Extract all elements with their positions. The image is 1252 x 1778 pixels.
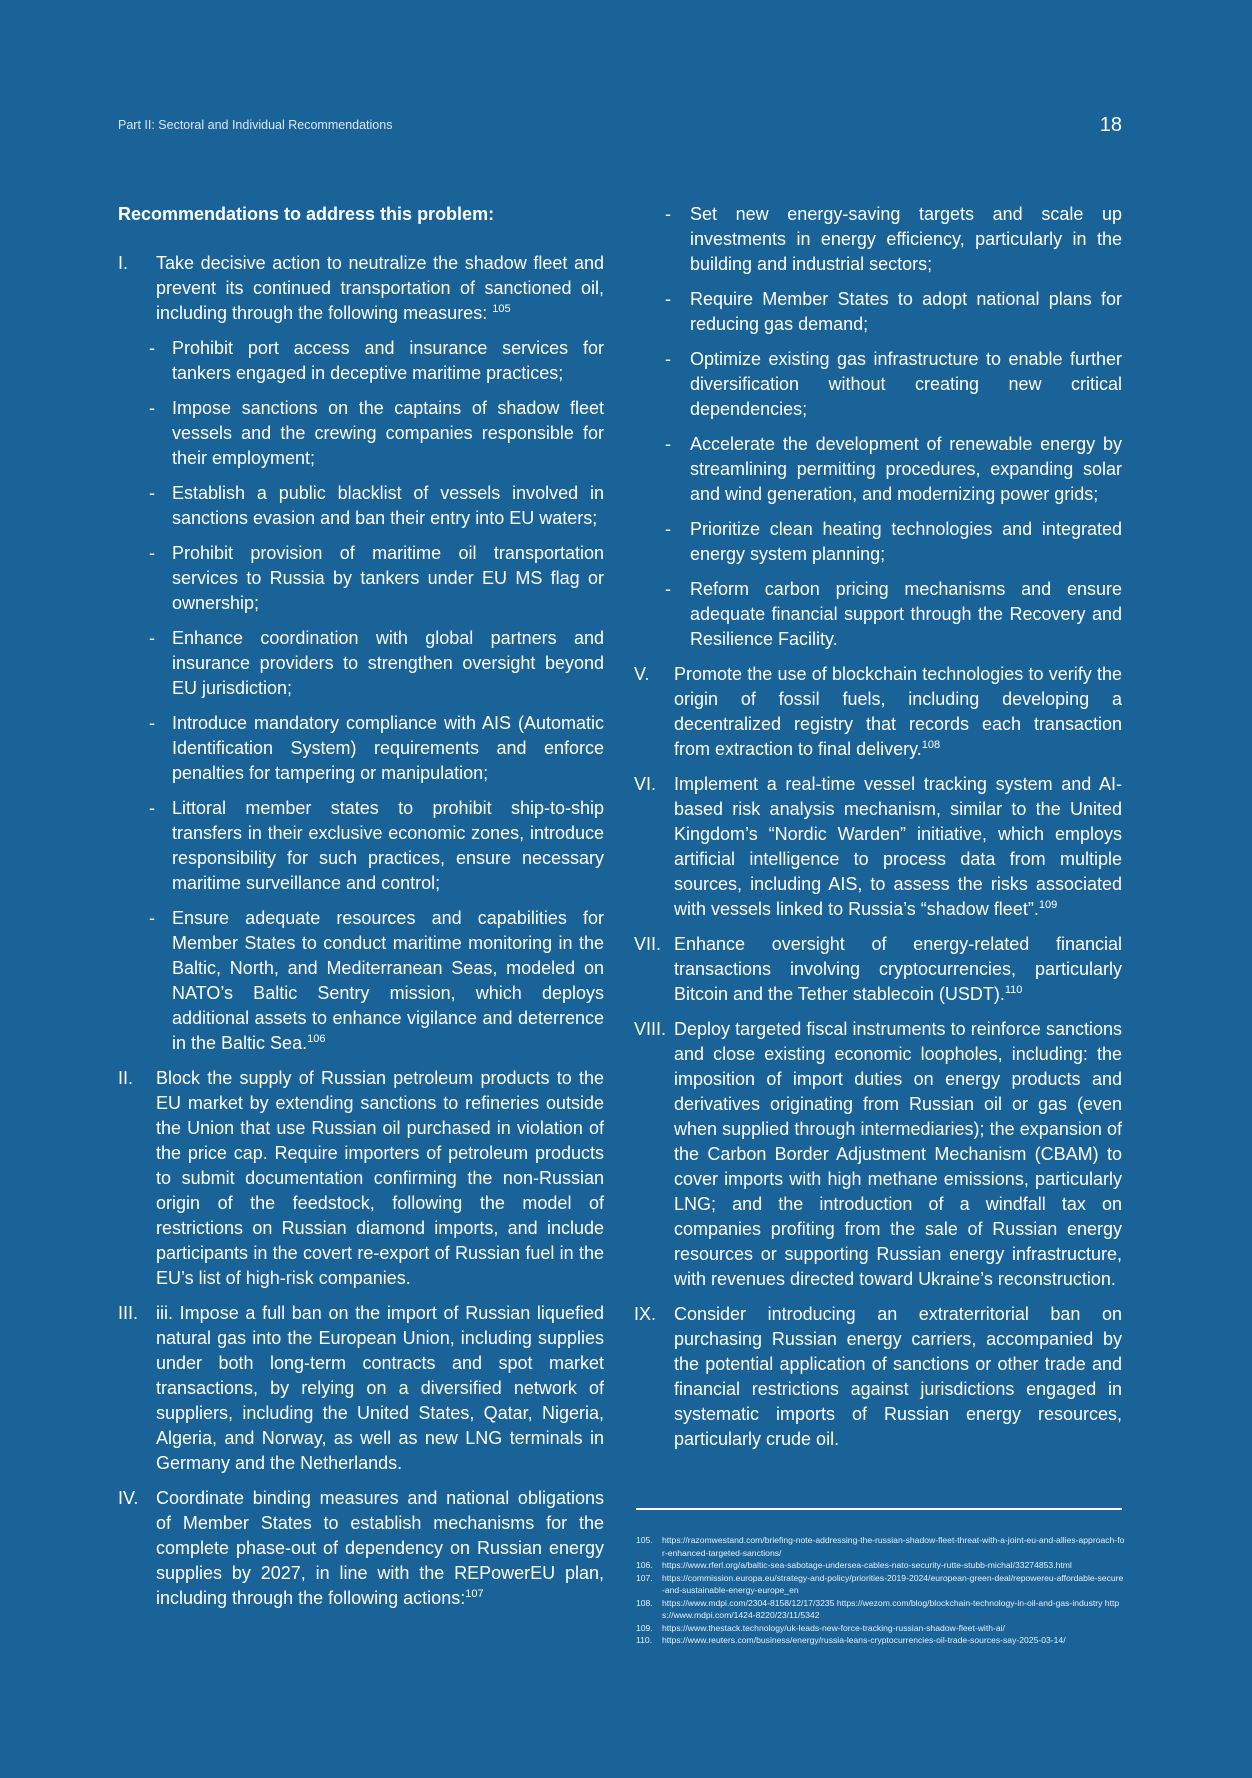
list-item: - Prohibit port access and insurance services for tankers engaged in deceptive maritime practices;: [149, 338, 604, 383]
item-number: VI.: [634, 774, 657, 794]
footnote-ref: 110: [1004, 984, 1023, 996]
list-item: - Enhance coordination with global partners and insurance providers to strengthen oversight beyond EU jurisdiction;: [149, 628, 604, 698]
list-item: - Introduce mandatory compliance with AIS (Automatic Identification System) requirements and enforce penalties for tampering or manipulation;: [149, 713, 604, 783]
footnote: 109. https://www.thestack.technology/uk-leads-new-force-tracking-russian-shadow-fleet-with-ai/: [636, 1622, 1005, 1633]
footnote: 107. https://commission.europa.eu/strategy-and-policy/priorities-2019-2024/european-green-deal/repowereu-affordable-secure-and-sustainable-energy-europe_en: [636, 1572, 1124, 1595]
footnote-link[interactable]: https://www.thestack.technology/uk-leads-new-force-tracking-russian-shadow-fleet-with-ai/: [662, 1622, 1005, 1633]
footnote: 110. https://www.reuters.com/business/energy/russia-leans-cryptocurrencies-oil-trade-sources-say-2025-03-14/: [636, 1635, 1066, 1645]
page-number: 18: [1099, 114, 1122, 136]
footnote-link[interactable]: https://razomwestand.com/briefing-note-addressing-the-russian-shadow-fleet-threat-with-a-joint-eu-and-allies-approach-for-enhanced-targeted-sanctions/: [662, 1535, 1125, 1558]
footnote-ref: 105: [492, 303, 511, 315]
item-text: Take decisive action to neutralize the shadow fleet and prevent its continued transportation of sanctioned oil, including through the following measures:: [156, 253, 604, 323]
footnote-link[interactable]: https://commission.europa.eu/strategy-and-policy/priorities-2019-2024/european-green-deal/repowereu-affordable-secure-and-sustainable-energy-europe_en: [662, 1572, 1124, 1595]
recommendation-ix: [636, 1302, 1122, 1452]
recommendation-vi: [636, 772, 1122, 922]
footnote-ref: 108: [921, 739, 941, 751]
list-item: - Require Member States to adopt national plans for reducing gas demand;: [665, 289, 1122, 334]
footnote-divider: [636, 1508, 1122, 1510]
item-number: I.: [118, 253, 129, 273]
running-head: Part II: Sectoral and Individual Recommendations: [118, 118, 393, 132]
list-item: - Littoral member states to prohibit ship-to-ship transfers in their exclusive economic zones, introduce responsibility for such practices, ensure necessary maritime surveillance and control;: [149, 798, 604, 893]
page-header: [118, 114, 1122, 144]
list-item: - Impose sanctions on the captains of shadow fleet vessels and the crewing companies responsible for their employment;: [149, 398, 604, 468]
footnotes: [636, 1534, 1126, 1647]
measures-list: [118, 336, 604, 1056]
footnote-link[interactable]: https://www.rferl.org/a/baltic-sea-sabotage-undersea-cables-nato-security-rutte-stubb-michal/33274853.html: [662, 1560, 1072, 1570]
item-text: Promote the use of blockchain technologies to verify the origin of fossil fuels, including developing a decentralized registry that records each transaction from extraction to final delivery.: [674, 664, 1122, 759]
footnote: 105. https://razomwestand.com/briefing-note-addressing-the-russian-shadow-fleet-threat-with-a-joint-eu-and-allies-approach-for-enhanced-targeted-sanctions/: [636, 1535, 1125, 1558]
footnote-ref: 107: [465, 1588, 484, 1600]
recommendation-vii: [636, 932, 1122, 1007]
footnote: 108. https://www.mdpi.com/2304-8158/12/17/3235 https://wezom.com/blog/blockchain-technology-in-oil-and-gas-industry https://www.mdpi.com/1424-8220/23/11/5342: [636, 1597, 1120, 1620]
item-number: IV.: [118, 1488, 139, 1508]
item-text: Enhance oversight of energy-related financial transactions involving cryptocurrencies, particularly Bitcoin and the Tether stablecoin (USDT).: [674, 934, 1122, 1004]
list-item: - Accelerate the development of renewable energy by streamlining permitting procedures, expanding solar and wind generation, and modernizing power grids;: [665, 434, 1122, 504]
item-text: Block the supply of Russian petroleum products to the EU market by extending sanctions to refineries outside the Union that use Russian oil purchased in violation of the price cap. Require importers of petroleum products to submit documentation confirming the non-Russian origin of the feedstock, following the model of restrictions on Russian diamond imports, and include participants in the covert re-export of Russian fuel in the EU’s list of high-risk companies.: [156, 1068, 604, 1288]
list-item: - Optimize existing gas infrastructure to enable further diversification without creating new critical dependencies;: [665, 349, 1122, 419]
footnote-link[interactable]: https://www.reuters.com/business/energy/russia-leans-cryptocurrencies-oil-trade-sources-say-2025-03-14/: [662, 1635, 1066, 1645]
item-number: III.: [118, 1303, 139, 1323]
recommendation-v: [636, 662, 1122, 762]
recommendation-iii: [118, 1301, 604, 1476]
section-heading: Recommendations to address this problem:: [118, 204, 495, 224]
item-text: Consider introducing an extraterritorial ban on purchasing Russian energy carriers, accompanied by the potential application of sanctions or other trade and financial restrictions against jurisdictions engaged in systematic imports of Russian energy resources, particularly crude oil.: [674, 1304, 1122, 1449]
left-column: [118, 202, 604, 1621]
item-number: IX.: [634, 1304, 657, 1324]
list-item: - Establish a public blacklist of vessels involved in sanctions evasion and ban their entry into EU waters;: [149, 483, 604, 528]
list-item: - Set new energy-saving targets and scale up investments in energy efficiency, particularly in the building and industrial sectors;: [665, 204, 1122, 274]
item-text: iii. Impose a full ban on the import of Russian liquefied natural gas into the European Union, including supplies under both long-term contracts and spot market transactions, by relying on a diversified network of suppliers, including the United States, Qatar, Nigeria, Algeria, and Norway, as well as new LNG terminals in Germany and the Netherlands.: [156, 1303, 604, 1473]
footnote-link[interactable]: https://www.mdpi.com/2304-8158/12/17/3235 https://wezom.com/blog/blockchain-technology-in-oil-and-gas-industry https://www.mdpi.com/1424-8220/23/11/5342: [662, 1597, 1120, 1620]
list-item: - Ensure adequate resources and capabilities for Member States to conduct maritime monitoring in the Baltic, North, and Mediterranean Seas, modeled on NATO’s Baltic Sentry mission, which deploys additional assets to enhance vigilance and deterrence in the Baltic Sea.$^{106}$: [149, 908, 604, 1053]
item-text: Coordinate binding measures and national obligations of Member States to establish mechanisms for the complete phase-out of dependency on Russian energy supplies by 2027, in line with the REPowerEU plan, including through the following actions:: [156, 1488, 604, 1608]
recommendation-iv: [118, 1486, 604, 1611]
list-item: - Prohibit provision of maritime oil transportation services to Russia by tankers under EU MS flag or ownership;: [149, 543, 604, 613]
item-text: Implement a real-time vessel tracking system and AI-based risk analysis mechanism, similar to the United Kingdom’s “Nordic Warden” initiative, which employs artificial intelligence to process data from multiple sources, including AIS, to assess the risks associated with vessels linked to Russia’s “shadow fleet”.: [674, 774, 1122, 919]
footnote-ref: 109: [1038, 899, 1058, 911]
right-column: [636, 202, 1122, 1462]
item-number: V.: [634, 664, 650, 684]
list-item: - Reform carbon pricing mechanisms and ensure adequate financial support through the Recovery and Resilience Facility.: [665, 579, 1122, 649]
item-text: Deploy targeted fiscal instruments to reinforce sanctions and close existing economic loopholes, including: the imposition of import duties on energy products and derivatives originating from Russian oil or gas (even when supplied through intermediaries); the expansion of the Carbon Border Adjustment Mechanism (CBAM) to cover imports with high methane emissions, particularly LNG; and the introduction of a windfall tax on companies profiting from the sale of Russian energy resources or supporting Russian energy infrastructure, with revenues directed toward Ukraine’s reconstruction.: [674, 1019, 1122, 1289]
recommendation-viii: [636, 1017, 1122, 1292]
item-number: II.: [118, 1068, 134, 1088]
list-item: - Prioritize clean heating technologies and integrated energy system planning;: [665, 519, 1122, 564]
recommendation-i: [118, 251, 604, 326]
footnote: 106. https://www.rferl.org/a/baltic-sea-sabotage-undersea-cables-nato-security-rutte-stubb-michal/33274853.html: [636, 1560, 1072, 1570]
item-number: VIII.: [634, 1019, 667, 1039]
footnote-ref: 106: [307, 1033, 326, 1045]
item-number: VII.: [634, 934, 662, 954]
recommendation-ii: [118, 1066, 604, 1291]
